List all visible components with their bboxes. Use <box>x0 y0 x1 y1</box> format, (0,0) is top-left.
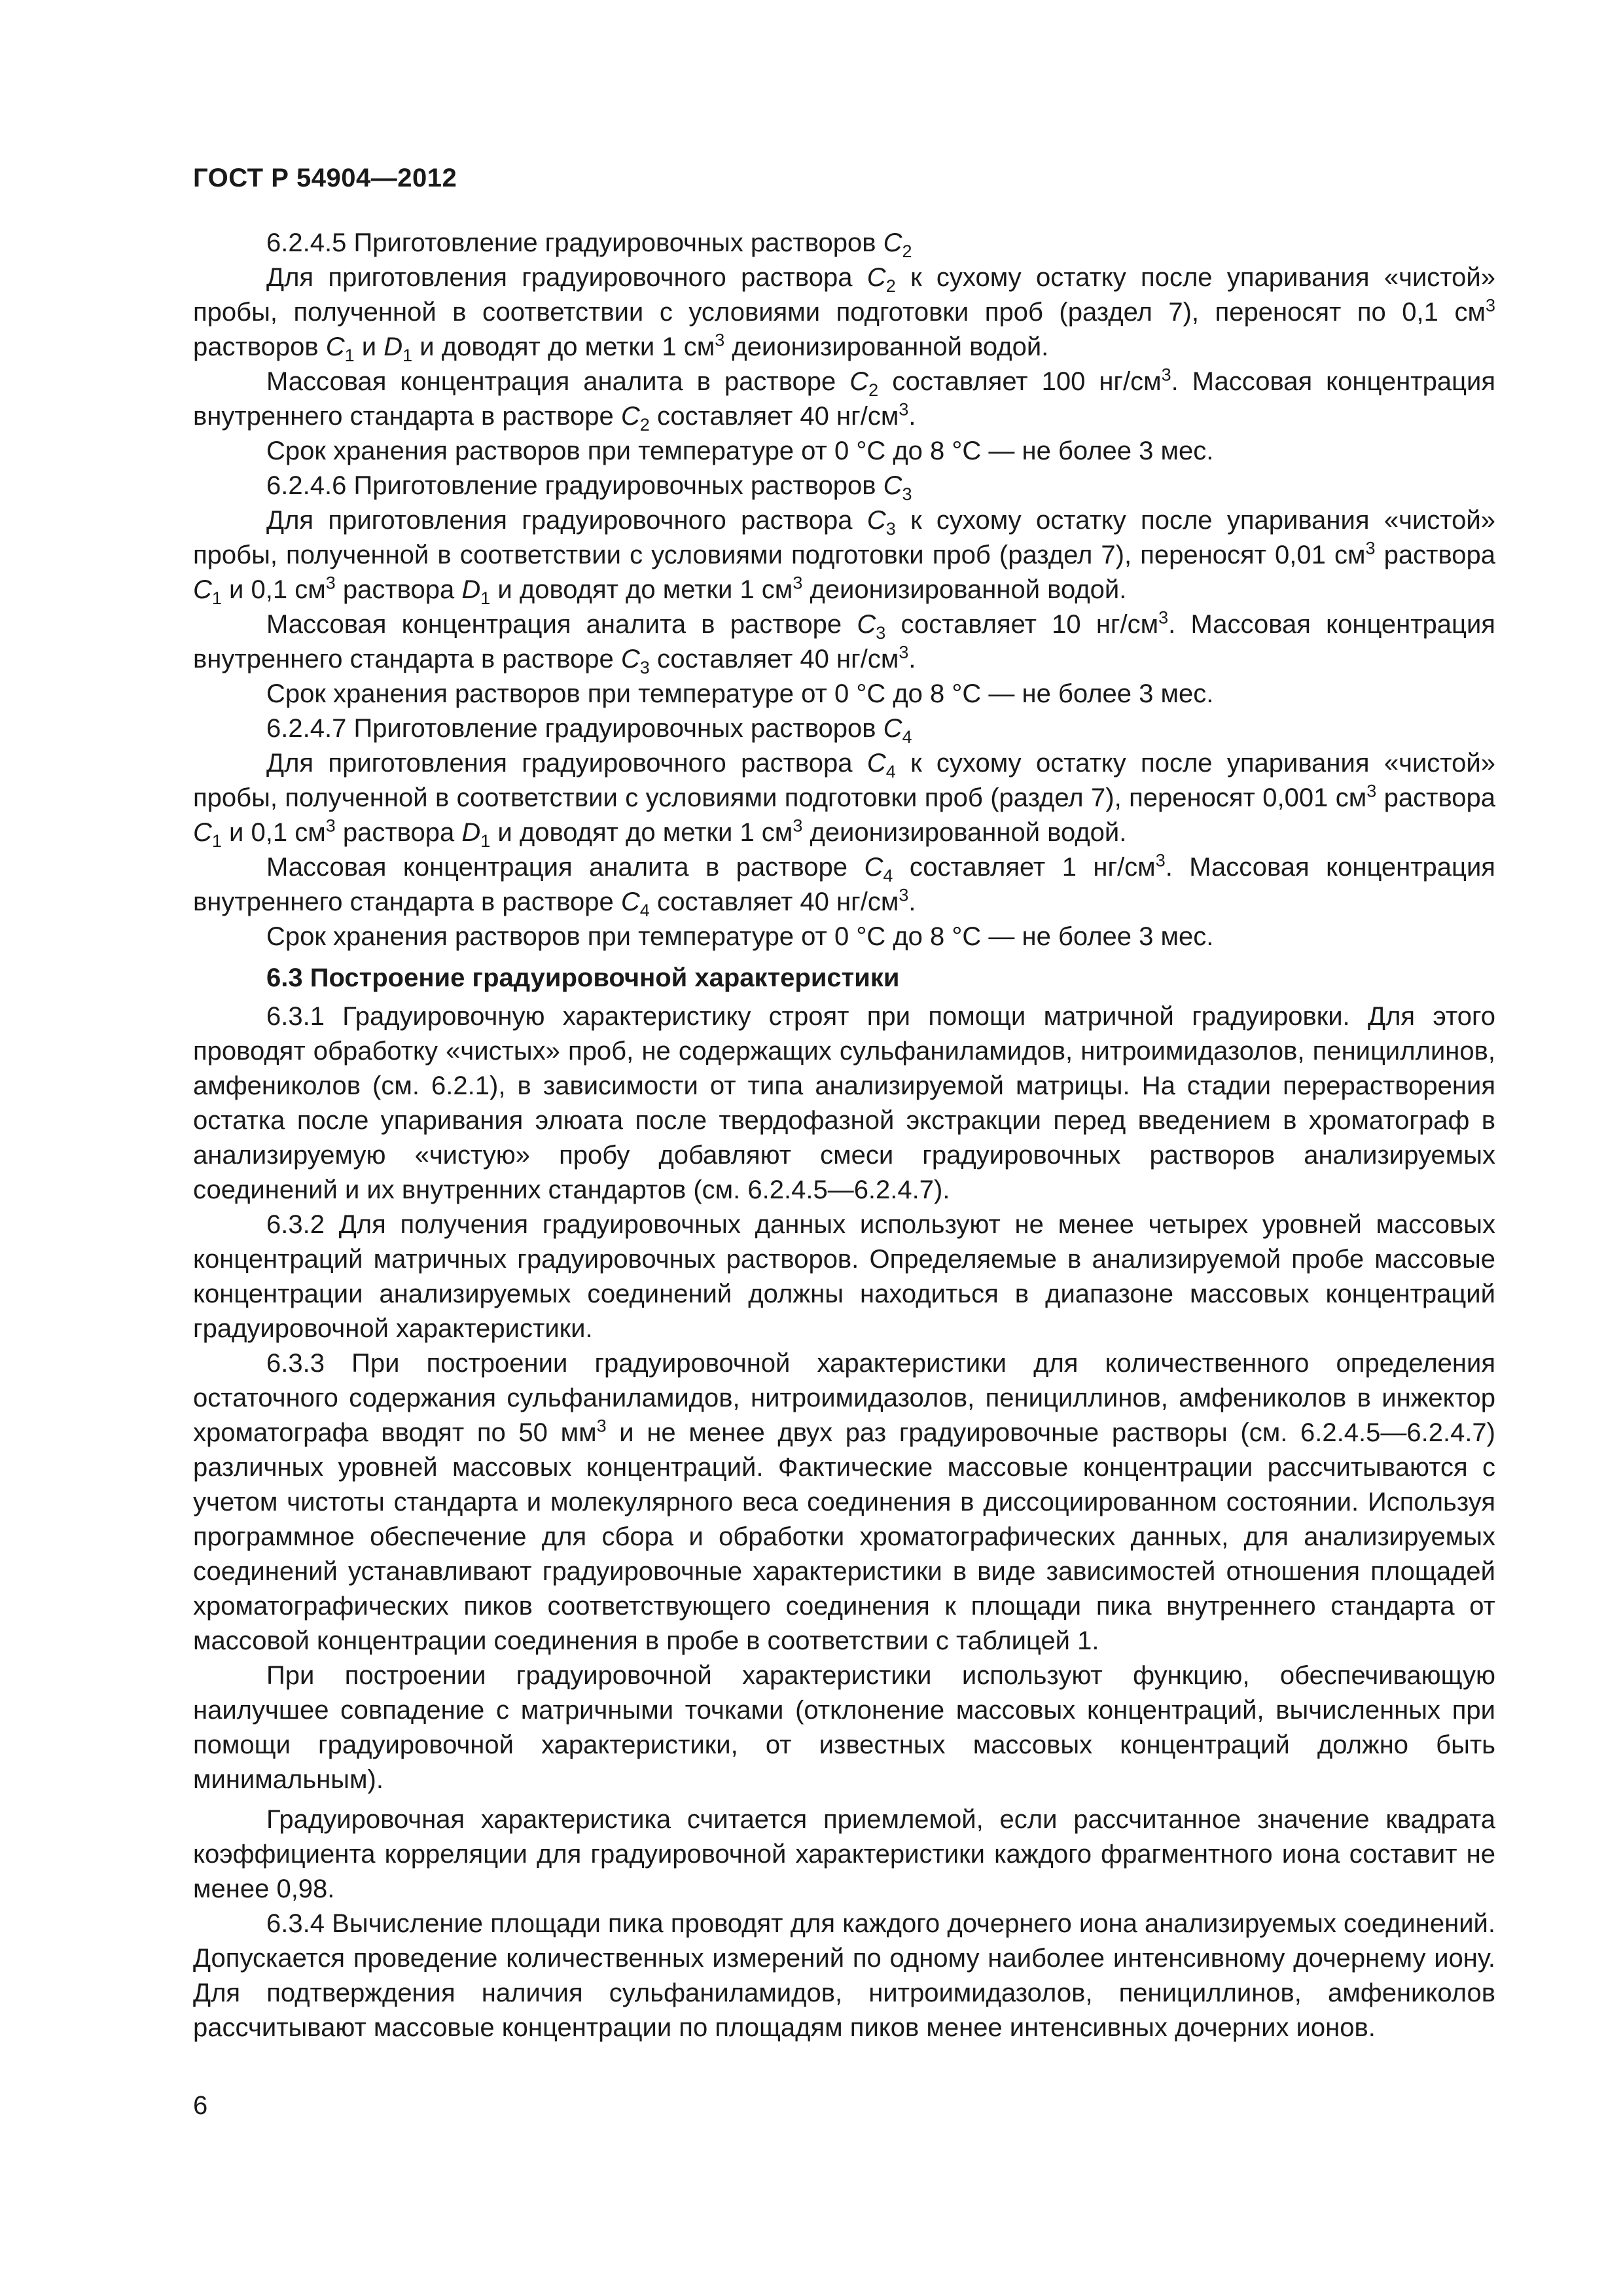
paragraph-634: 6.3.4 Вычисление площади пика проводят для каждого дочернего иона анализируемых соединений. Допускается проведение количественных измерений по одному наиболее интенсивному дочернему иону. Для подтверждения наличия сульфаниламидов, нитроимидазолов, пенициллинов, амфениколов рассчитывают массовые концентрации по площадям пиков менее интенсивных дочерних ионов. <box>193 1909 1495 2042</box>
paragraph-633-function: При построении градуировочной характеристики используют функцию, обеспечивающую наилучшее совпадение с матричными точками (отклонение массовых концентраций, вычисленных при помощи градуировочной характеристики, от известных массовых концентраций должно быть минимальным). <box>193 1661 1495 1794</box>
storage-note-6247: Срок хранения растворов при температуре от 0 °С до 8 °С — не более 3 мес. <box>266 922 1214 951</box>
paragraph-6245-concentration: Массовая концентрация аналита в растворе $C_2$ составляет 100 $нг/см^3$. Массовая концентрация внутреннего стандарта в растворе $C_2$ составляет 40 $нг/см^3$. <box>193 365 1495 435</box>
paragraph-6247-concentration: Массовая концентрация аналита в растворе $C_4$ составляет 1 $нг/см^3$. Массовая концентрация внутреннего стандарта в растворе $C_4$ составляет 40 $нг/см^3$. <box>193 850 1495 920</box>
paragraph-6245-prep: Для приготовления градуировочного раствора $C_2$ к сухому остатку после упаривания «чистой» пробы, полученной в соответствии с условиями подготовки проб (раздел 7), переносят по 0,1 $см^3$ растворов $C_1$ и $D_1$ и доводят до метки 1 $см^3$ деионизированной водой. <box>193 263 1495 365</box>
page-number: 6 <box>193 2091 208 2120</box>
subsection-title-6247: 6.2.4.7 Приготовление градуировочных растворов $C_4$ <box>266 714 912 747</box>
section-heading-63: 6.3 Построение градуировочной характеристики <box>266 963 900 992</box>
document-code-header: ГОСТ Р 54904—2012 <box>193 164 457 192</box>
paragraph-631: 6.3.1 Градуировочную характеристику строят при помощи матричной градуировки. Для этого проводят обработку «чистых» проб, не содержащих сульфаниламидов, нитроимидазолов, пенициллинов, амфениколов (см. 6.2.1), в зависимости от типа анализируемой матрицы. На стадии перерастворения остатка после упаривания элюата после твердофазной экстракции перед введением в хроматограф в анализируемую «чистую» пробу добавляют смеси градуировочных растворов анализируемых соединений и их внутренних стандартов (см. 6.2.4.5—6.2.4.7). <box>193 1002 1495 1204</box>
paragraph-6246-prep: Для приготовления градуировочного раствора $C_3$ к сухому остатку после упаривания «чистой» пробы, полученной в соответствии с условиями подготовки проб (раздел 7), переносят 0,01 $см^3$ раствора $C_1$ и 0,1 $см^3$ раствора $D_1$ и доводят до метки 1 $см^3$ деионизированной водой. <box>193 506 1496 608</box>
storage-note-6245: Срок хранения растворов при температуре от 0 °С до 8 °С — не более 3 мес. <box>266 437 1214 465</box>
subsection-title-6246: 6.2.4.6 Приготовление градуировочных растворов $C_3$ <box>266 471 912 504</box>
paragraph-633-acceptance: Градуировочная характеристика считается приемлемой, если рассчитанное значение квадрата коэффициента корреляции для градуировочной характеристики каждого фрагментного иона составит не менее 0,98. <box>193 1805 1495 1903</box>
storage-note-6246: Срок хранения растворов при температуре от 0 °С до 8 °С — не более 3 мес. <box>266 679 1214 708</box>
document-body <box>193 226 1495 2045</box>
paragraph-6246-concentration: Массовая концентрация аналита в растворе $C_3$ составляет 10 $нг/см^3$. Массовая концентрация внутреннего стандарта в растворе $C_3$ составляет 40 $нг/см^3$. <box>193 607 1495 677</box>
paragraph-6247-prep: Для приготовления градуировочного раствора $C_4$ к сухому остатку после упаривания «чистой» пробы, полученной в соответствии с условиями подготовки проб (раздел 7), переносят 0,001 $см^3$ раствора $C_1$ и 0,1 $см^3$ раствора $D_1$ и доводят до метки 1 $см^3$ деионизированной водой. <box>193 749 1495 851</box>
paragraph-633: 6.3.3 При построении градуировочной характеристики для количественного определения остаточного содержания сульфаниламидов, нитроимидазолов, пенициллинов, амфениколов в инжектор хроматографа вводят по 50 $мм^3$ и не менее двух раз градуировочные растворы (см. 6.2.4.5—6.2.4.7) различных уровней массовых концентраций. Фактические массовые концентрации рассчитываются с учетом чистоты стандарта и молекулярного веса соединения в диссоциированном состоянии. Используя программное обеспечение для сбора и обработки хроматографических данных, для анализируемых соединений устанавливают градуировочные характеристики в виде зависимостей отношения площадей хроматографических пиков соответствующего соединения к площади пика внутреннего стандарта от массовой концентрации соединения в пробе в соответствии с таблицей 1. <box>193 1349 1495 1655</box>
paragraph-632: 6.3.2 Для получения градуировочных данных используют не менее четырех уровней массовых концентраций матричных градуировочных растворов. Определяемые в анализируемой пробе массовые концентрации анализируемых соединений должны находиться в диапазоне массовых концентраций градуировочной характеристики. <box>193 1210 1495 1343</box>
subsection-title-6245: 6.2.4.5 Приготовление градуировочных растворов $C_2$ <box>266 228 912 261</box>
